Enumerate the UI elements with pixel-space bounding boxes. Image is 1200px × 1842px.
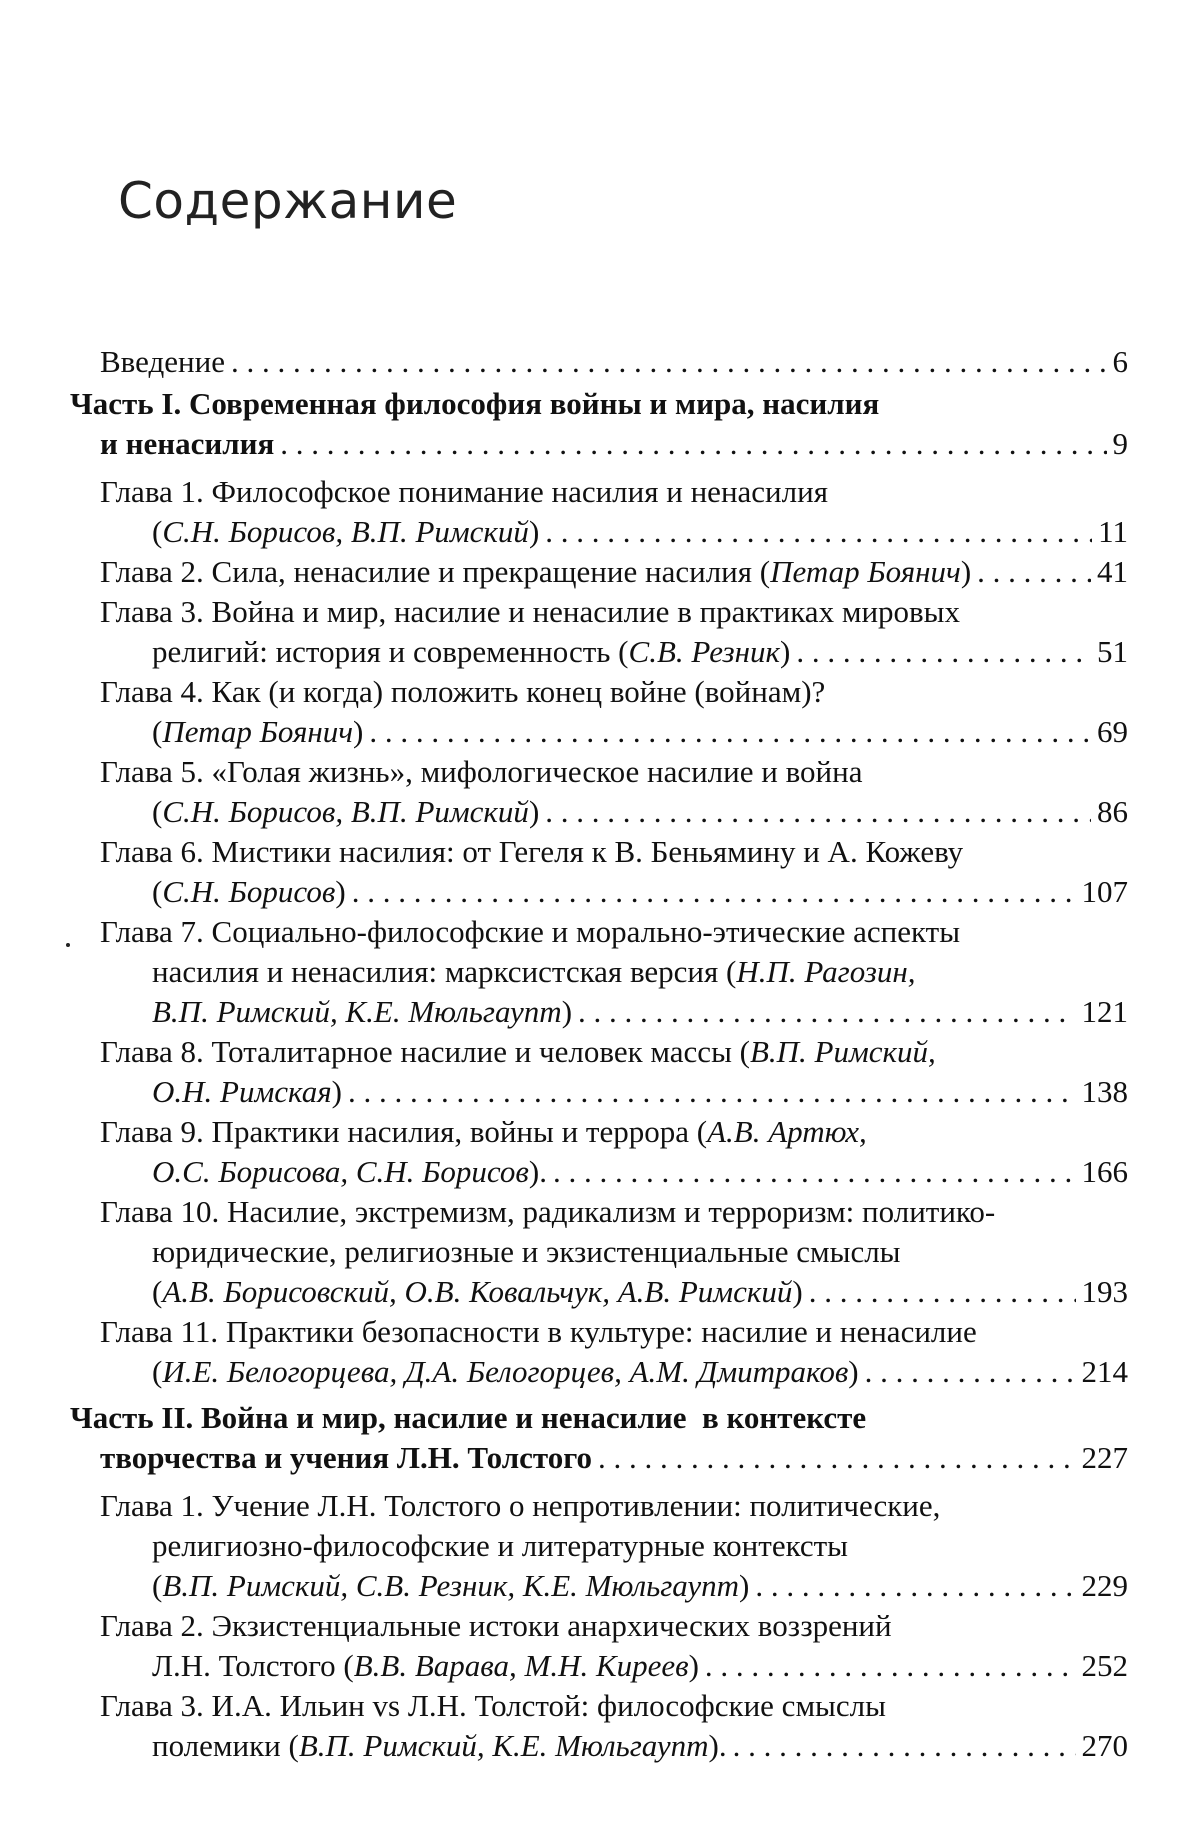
chapter-title: Глава 8. Тоталитарное насилие и человек массы ( — [100, 1034, 750, 1069]
paren: ) — [528, 514, 540, 549]
paren: ) — [528, 794, 540, 829]
chapter-authors: Петар Боянич — [162, 714, 354, 749]
chapter-title: Глава 7. Социально-философские и морально-этические аспекты — [100, 914, 961, 949]
paren: ) — [353, 714, 364, 749]
page-number: 270 — [1081, 1728, 1128, 1763]
toc-chapter-cont — [152, 632, 1128, 672]
paren: ( — [152, 874, 163, 909]
toc-chapter — [100, 1192, 995, 1232]
part-title-line: Часть I. Современная философия войны и мира, насилия — [70, 386, 880, 421]
toc-chapter-cont — [152, 952, 916, 992]
toc-chapter — [100, 672, 825, 712]
chapter-title: юридические, религиозные и экзистенциальные смыслы — [152, 1234, 901, 1269]
paren: ( — [152, 1568, 163, 1603]
leader-dots — [348, 1072, 1076, 1112]
paren: ) — [561, 994, 573, 1029]
toc-chapter-cont — [152, 1566, 1128, 1606]
toc-part-2-title-cont — [100, 1438, 1128, 1478]
toc-chapter-cont — [152, 1352, 1128, 1392]
chapter-title: Глава 11. Практики безопасности в культуре: насилие и ненасилие — [100, 1314, 977, 1349]
chapter-authors: В.П. Римский, — [749, 1034, 936, 1069]
page-number: 41 — [1097, 554, 1128, 589]
paren: ( — [152, 794, 163, 829]
leader-dots — [545, 512, 1092, 552]
toc-chapter-cont — [152, 1072, 1128, 1112]
chapter-authors: В.П. Римский, К.Е. Мюльгаупт — [298, 1728, 709, 1763]
part-title-line: творчества и учения Л.Н. Толстого — [100, 1440, 593, 1475]
page-number: 11 — [1098, 514, 1128, 549]
toc-part-1-title-cont — [100, 424, 1128, 464]
chapter-title: Глава 9. Практики насилия, войны и террора ( — [100, 1114, 708, 1149]
leader-dots — [977, 552, 1091, 592]
chapter-authors: С.В. Резник — [628, 634, 781, 669]
toc-chapter — [100, 472, 828, 512]
chapter-authors: О.Н. Римская — [152, 1074, 332, 1109]
paren: ( — [152, 1354, 163, 1389]
page-number: 6 — [1112, 344, 1128, 379]
toc-chapter-cont — [152, 1232, 901, 1272]
page-number: 9 — [1112, 426, 1128, 461]
paren: ) — [780, 634, 791, 669]
chapter-authors: А.В. Борисовский, О.В. Ковальчук, А.В. Римский — [162, 1274, 793, 1309]
toc-chapter — [100, 592, 960, 632]
chapter-title: Глава 10. Насилие, экстремизм, радикализм и терроризм: политико- — [100, 1194, 996, 1229]
chapter-title: Глава 1. Учение Л.Н. Толстого о непротивлении: политические, — [100, 1488, 941, 1523]
paren: ) — [331, 1074, 342, 1109]
chapter-title: Глава 3. Война и мир, насилие и ненасилие в практиках мировых — [100, 594, 960, 629]
chapter-authors: Н.П. Рагозин, — [736, 954, 916, 989]
chapter-authors: Петар Боянич — [770, 554, 961, 589]
chapter-authors: В.П. Римский, К.Е. Мюльгаупт — [152, 994, 562, 1029]
chapter-authors: О.С. Борисова, С.Н. Борисов — [152, 1154, 529, 1189]
leader-dots — [545, 792, 1091, 832]
toc-chapter-cont — [152, 1646, 1128, 1686]
toc-chapter-cont — [152, 1726, 1128, 1766]
toc-chapter-cont — [152, 712, 1128, 752]
page-number: 193 — [1081, 1274, 1128, 1309]
leader-dots — [280, 424, 1106, 464]
chapter-authors: В.В. Варава, М.Н. Киреев — [353, 1648, 689, 1683]
leader-dots — [578, 992, 1075, 1032]
paren: ) — [335, 874, 346, 909]
paren: ) — [739, 1568, 750, 1603]
part-title-line: и ненасилия — [100, 426, 275, 461]
page-number: 166 — [1081, 1154, 1128, 1189]
page-number: 227 — [1081, 1440, 1128, 1475]
toc-chapter — [100, 552, 1128, 592]
chapter-title: Глава 1. Философское понимание насилия и ненасилия — [100, 474, 828, 509]
toc-part-1-title — [70, 384, 879, 424]
chapter-title: религиозно-философские и литературные контексты — [152, 1528, 849, 1563]
paren: ) — [792, 1274, 803, 1309]
paren: ). — [528, 1154, 547, 1189]
page-number: 107 — [1081, 874, 1128, 909]
page-number: 214 — [1081, 1354, 1128, 1389]
toc-chapter — [100, 752, 862, 792]
leader-dots — [705, 1646, 1076, 1686]
leader-dots — [352, 872, 1076, 912]
chapter-title: насилия и ненасилия: марксистская версия ( — [152, 954, 737, 989]
scan-speck — [66, 943, 70, 947]
toc-chapter — [100, 1032, 936, 1072]
chapter-title: Л.Н. Толстого ( — [152, 1648, 354, 1683]
chapter-title: Глава 3. И.А. Ильин vs Л.Н. Толстой: философские смыслы — [100, 1688, 886, 1723]
toc-chapter — [100, 912, 960, 952]
toc-chapter-cont — [152, 1152, 1128, 1192]
toc-chapter — [100, 1686, 886, 1726]
paren: ) — [960, 554, 972, 589]
paren: ) — [688, 1648, 699, 1683]
chapter-title: Глава 6. Мистики насилия: от Гегеля к В. Беньямину и А. Кожеву — [100, 834, 964, 869]
leader-dots — [733, 1726, 1076, 1766]
chapter-title: Глава 4. Как (и когда) положить конец войне (войнам)? — [100, 674, 826, 709]
toc-chapter-cont — [152, 512, 1128, 552]
leader-dots — [809, 1272, 1076, 1312]
chapter-title: Глава 2. Сила, ненасилие и прекращение насилия ( — [100, 554, 771, 589]
toc-chapter-cont — [152, 992, 1128, 1032]
chapter-title: Глава 5. «Голая жизнь», мифологическое насилие и война — [100, 754, 863, 789]
chapter-authors: С.Н. Борисов, В.П. Римский — [162, 514, 529, 549]
toc-entry-intro — [100, 342, 1128, 382]
chapter-authors: И.Е. Белогорцева, Д.А. Белогорцев, А.М. Дмитраков — [162, 1354, 849, 1389]
toc-chapter-cont — [152, 792, 1128, 832]
leader-dots — [231, 342, 1107, 382]
toc-chapter — [100, 1486, 940, 1526]
page-title: Содержание — [118, 171, 458, 230]
page-number: 229 — [1081, 1568, 1128, 1603]
chapter-title: религий: история и современность ( — [152, 634, 629, 669]
chapter-authors: С.Н. Борисов, В.П. Римский — [162, 794, 529, 829]
page-number: 69 — [1097, 714, 1128, 749]
leader-dots — [598, 1438, 1075, 1478]
leader-dots — [796, 632, 1091, 672]
page-number: 86 — [1097, 794, 1128, 829]
leader-dots — [553, 1152, 1076, 1192]
toc-chapter-cont — [152, 1526, 848, 1566]
page-number: 252 — [1081, 1648, 1128, 1683]
chapter-title: полемики ( — [152, 1728, 299, 1763]
paren: ( — [152, 514, 163, 549]
entry-title: Введение — [100, 344, 225, 379]
paren: ) — [848, 1354, 859, 1389]
toc-chapter-cont — [152, 1272, 1128, 1312]
page-number: 138 — [1081, 1074, 1128, 1109]
paren: ). — [708, 1728, 727, 1763]
chapter-authors: С.Н. Борисов — [162, 874, 336, 909]
page-number: 51 — [1097, 634, 1128, 669]
part-title-line: Часть II. Война и мир, насилие и ненасилие в контексте — [70, 1400, 867, 1435]
chapter-authors: В.П. Римский, С.В. Резник, К.Е. Мюльгаупт — [162, 1568, 740, 1603]
paren: ( — [152, 1274, 163, 1309]
chapter-title: Глава 2. Экзистенциальные истоки анархических воззрений — [100, 1608, 892, 1643]
toc-chapter — [100, 1112, 867, 1152]
leader-dots — [865, 1352, 1076, 1392]
toc-chapter — [100, 1606, 892, 1646]
page-number: 121 — [1081, 994, 1128, 1029]
paren: ( — [152, 714, 163, 749]
toc-chapter — [100, 832, 963, 872]
toc-chapter-cont — [152, 872, 1128, 912]
toc-chapter — [100, 1312, 977, 1352]
toc-part-2-title — [70, 1398, 866, 1438]
leader-dots — [755, 1566, 1075, 1606]
chapter-authors: А.В. Артюх, — [707, 1114, 867, 1149]
leader-dots — [369, 712, 1091, 752]
